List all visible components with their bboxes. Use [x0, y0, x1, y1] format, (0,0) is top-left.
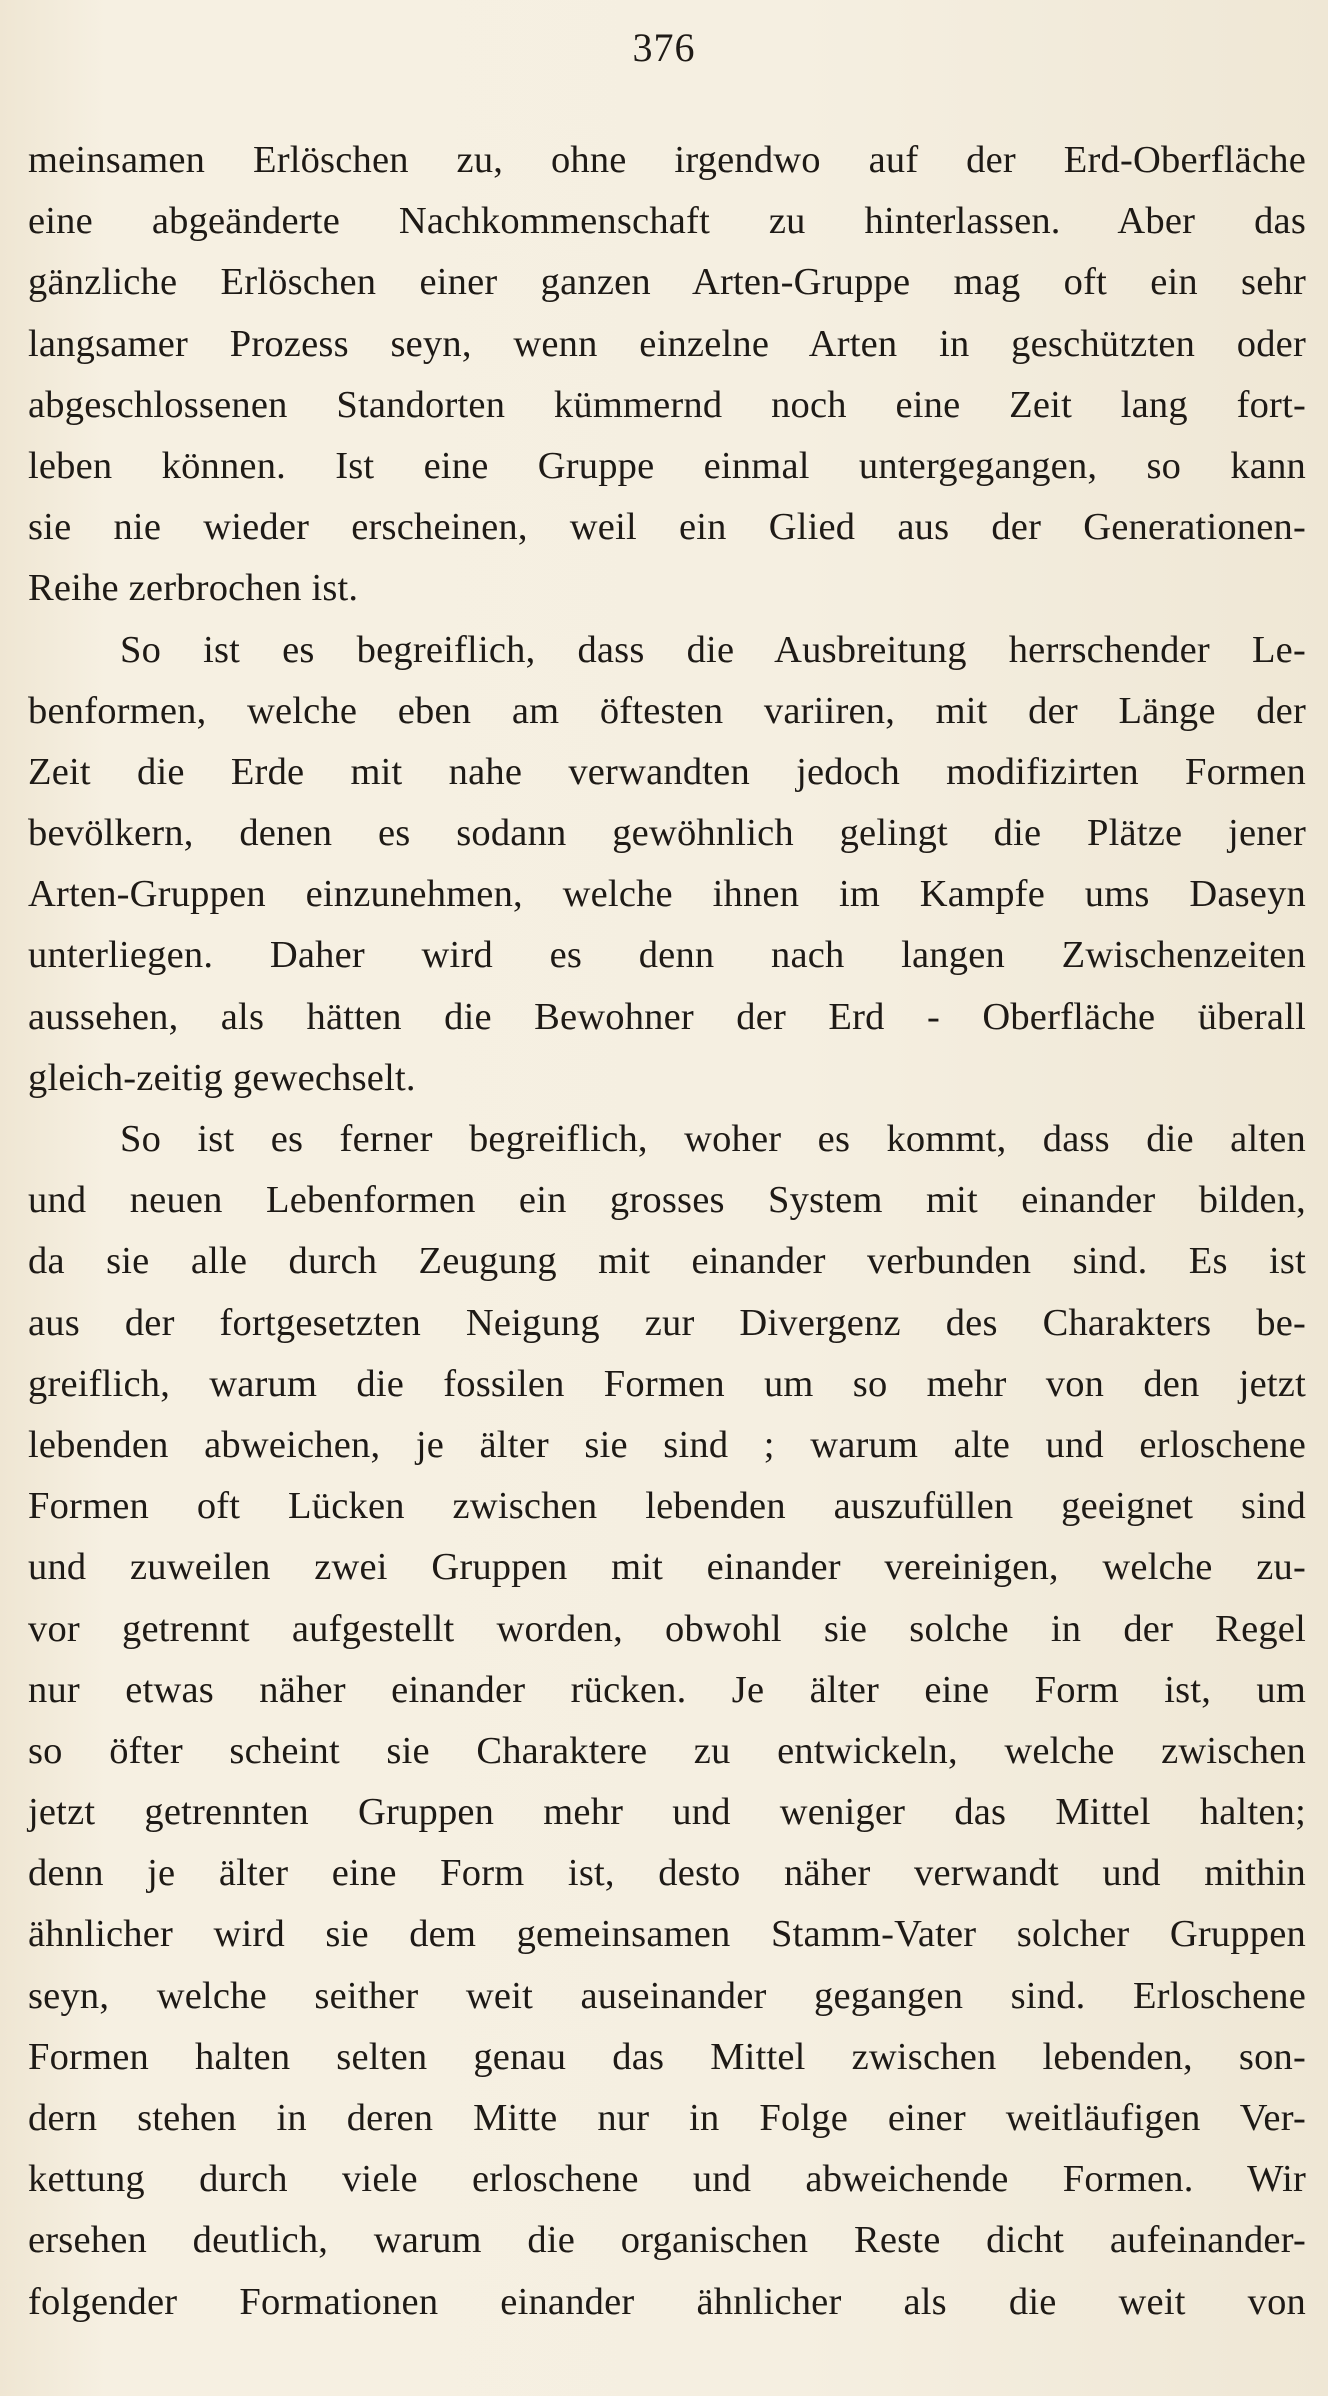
text-line: So ist es begreiflich, dass die Ausbreitung herrschender Le-: [120, 628, 1306, 671]
text-line: abgeschlossenen Standorten kümmernd noch eine Zeit lang fort-: [28, 383, 1306, 426]
text-line: und zuweilen zwei Gruppen mit einander vereinigen, welche zu-: [28, 1546, 1306, 1589]
text-line: benformen, welche eben am öftesten variiren, mit der Länge der: [28, 689, 1306, 732]
text-line: denn je älter eine Form ist, desto näher verwandt und mithin: [28, 1852, 1306, 1895]
text-line: So ist es ferner begreiflich, woher es kommt, dass die alten: [120, 1118, 1306, 1160]
text-line: aus der fortgesetzten Neigung zur Divergenz des Charakters be-: [28, 1301, 1306, 1344]
text-line: eine abgeänderte Nachkommenschaft zu hinterlassen. Aber das: [28, 200, 1306, 243]
text-line: und neuen Lebenformen ein grosses System mit einander bilden,: [28, 1179, 1306, 1222]
text-line: sie nie wieder erscheinen, weil ein Glied aus der Generationen-: [28, 506, 1306, 549]
text-line: so öfter scheint sie Charaktere zu entwickeln, welche zwischen: [28, 1729, 1306, 1772]
text-line: seyn, welche seither weit auseinander gegangen sind. Erloschene: [28, 1974, 1306, 2017]
text-line: Formen halten selten genau das Mittel zwischen lebenden, son-: [28, 2035, 1306, 2078]
text-line: vor getrennt aufgestellt worden, obwohl sie solche in der Regel: [28, 1607, 1306, 1650]
text-line: bevölkern, denen es sodann gewöhnlich gelingt die Plätze jener: [28, 812, 1306, 855]
text-line: ersehen deutlich, warum die organischen Reste dicht aufeinander-: [28, 2219, 1306, 2262]
text-line: gänzliche Erlöschen einer ganzen Arten-Gruppe mag oft ein sehr: [28, 261, 1306, 304]
text-line: gleich-zeitig gewechselt.: [28, 1056, 416, 1099]
page-number: 376: [632, 25, 696, 70]
text-line: unterliegen. Daher wird es denn nach langen Zwischenzeiten: [28, 934, 1306, 977]
text-line: ähnlicher wird sie dem gemeinsamen Stamm-Vater solcher Gruppen: [28, 1913, 1306, 1956]
text-line: greiflich, warum die fossilen Formen um so mehr von den jetzt: [28, 1362, 1306, 1405]
text-line: Reihe zerbrochen ist.: [28, 567, 359, 610]
body-text: [28, 130, 1306, 2333]
text-line: jetzt getrennten Gruppen mehr und weniger das Mittel halten;: [28, 1791, 1306, 1834]
text-line: aussehen, als hätten die Bewohner der Erd - Oberfläche überall: [28, 995, 1306, 1038]
text-line: Formen oft Lücken zwischen lebenden auszufüllen geeignet sind: [28, 1485, 1306, 1528]
text-line: folgender Formationen einander ähnlicher als die weit von: [28, 2280, 1306, 2323]
text-line: kettung durch viele erloschene und abweichende Formen. Wir: [28, 2158, 1306, 2201]
text-line: dern stehen in deren Mitte nur in Folge einer weitläufigen Ver-: [28, 2097, 1306, 2139]
text-line: leben können. Ist eine Gruppe einmal untergegangen, so kann: [28, 444, 1306, 487]
text-line: meinsamen Erlöschen zu, ohne irgendwo auf der Erd-Oberfläche: [28, 139, 1306, 181]
text-line: Zeit die Erde mit nahe verwandten jedoch modifizirten Formen: [28, 750, 1306, 793]
text-line: langsamer Prozess seyn, wenn einzelne Arten in geschützten oder: [28, 322, 1306, 365]
text-line: Arten-Gruppen einzunehmen, welche ihnen im Kampfe ums Daseyn: [28, 873, 1306, 916]
text-line: da sie alle durch Zeugung mit einander verbunden sind. Es ist: [28, 1240, 1306, 1283]
text-line: nur etwas näher einander rücken. Je älter eine Form ist, um: [28, 1668, 1306, 1711]
text-line: lebenden abweichen, je älter sie sind ; warum alte und erloschene: [28, 1423, 1306, 1466]
